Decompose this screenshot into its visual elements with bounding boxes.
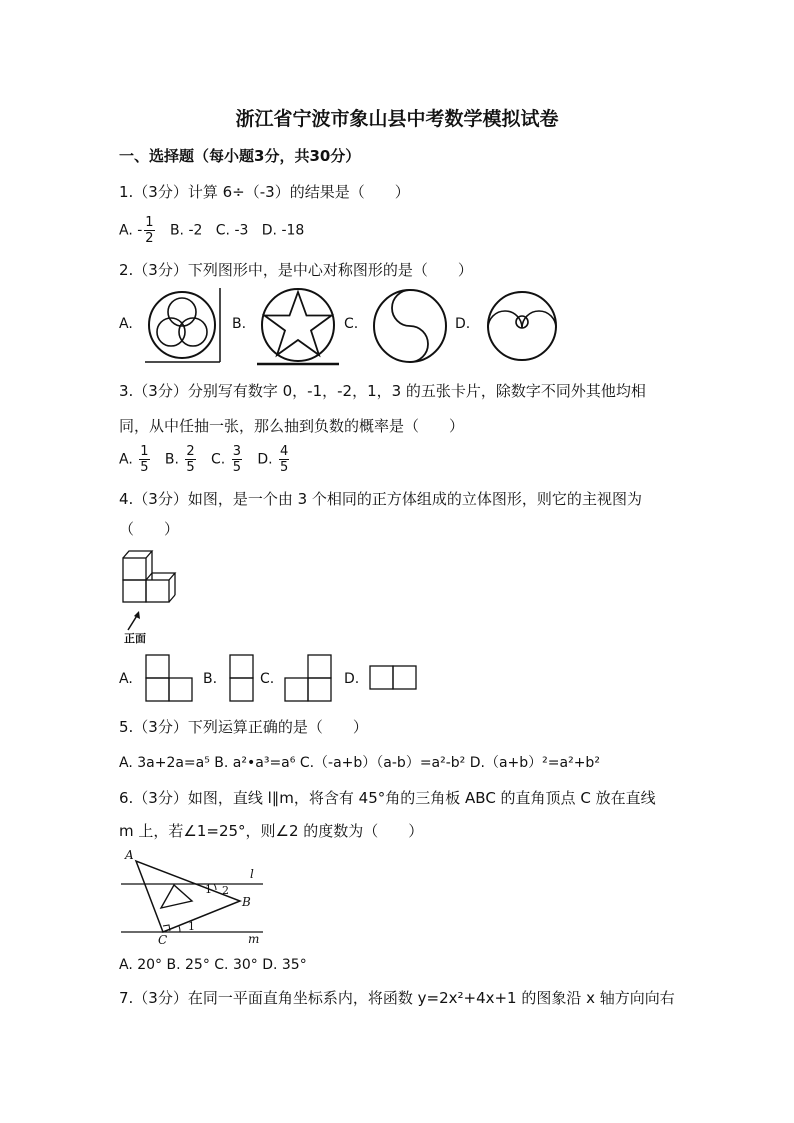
fraction-numerator: 1 [145, 215, 154, 230]
fraction-numerator: 1 [140, 444, 149, 459]
q4-option-c-label: C. [260, 671, 275, 687]
question-7-stem: 7.（3分）在同一平面直角坐标系内，将函数 y=2x²+4x+1 的图象沿 x 轴方向向右 [119, 989, 675, 1007]
q2-option-a-label: A. [119, 316, 133, 332]
q2-figure-a-three-petal-circle [143, 288, 223, 364]
fraction-denominator: 5 [140, 460, 149, 475]
q1-option-b: B. -2 [169, 222, 203, 239]
q6-label-angle-1: 1 [188, 920, 195, 933]
q2-option-d-label: D. [455, 316, 471, 332]
q2-figure-b-star-circle [255, 287, 341, 367]
q3-option-d-label: D. [257, 451, 273, 468]
q6-figure-triangle-parallel-lines [118, 846, 268, 948]
q4-option-c-view [284, 654, 334, 702]
q6-label-angle-2: 2 [222, 884, 229, 897]
q3-option-c-label: C. [211, 451, 226, 468]
q4-option-a-label: A. [119, 671, 133, 687]
q4-option-b-label: B. [203, 671, 218, 687]
question-6-stem-line1: 6.（3分）如图，直线 l∥m，将含有 45°角的三角板 ABC 的直角顶点 C 放在直线 [119, 789, 656, 807]
q4-option-d-label: D. [344, 671, 360, 687]
question-3-stem-line1: 3.（3分）分别写有数字 0，-1，-2，1，3 的五张卡片，除数字不同外其他均相 [119, 382, 646, 400]
q1-option-a-sign: - [137, 222, 143, 239]
q4-option-a-view [145, 654, 195, 702]
fraction-numerator: 4 [280, 444, 289, 459]
q6-label-angle-1-upper: 1 [205, 883, 212, 896]
q3-option-d-fraction [279, 445, 289, 474]
q4-front-label: 正面 [124, 632, 146, 645]
q3-option-b-label: B. [164, 451, 179, 468]
question-1-options [119, 216, 304, 245]
q4-option-b-view [229, 654, 255, 702]
fraction-numerator: 2 [186, 444, 195, 459]
q2-figure-d-circle-arcs [485, 290, 559, 362]
q2-figure-c-yin-yang [372, 288, 448, 364]
section-heading: 一、选择题（每小题3分，共30分） [119, 147, 361, 165]
question-5-stem: 5.（3分）下列运算正确的是（ ） [119, 718, 368, 736]
page-title: 浙江省宁波市象山县中考数学模拟试卷 [235, 108, 559, 130]
q3-option-a-fraction [139, 445, 149, 474]
fraction-denominator: 2 [145, 231, 154, 246]
question-3-stem-line2: 同，从中任抽一张，那么抽到负数的概率是（ ） [119, 417, 465, 435]
question-4-stem-line2: （ ） [119, 520, 180, 538]
q1-option-c: C. -3 [215, 222, 249, 239]
q6-label-b: B [242, 895, 251, 909]
fraction-numerator: 3 [232, 444, 241, 459]
question-6-options: A. 20° B. 25° C. 30° D. 35° [119, 957, 307, 973]
q6-label-c: C [158, 933, 168, 947]
question-6-stem-line2: m 上，若∠1=25°，则∠2 的度数为（ ） [119, 822, 424, 840]
question-5-options: A. 3a+2a=a⁵ B. a²•a³=a⁶ C.（-a+b）（a-b）=a²-b² D.（a+b）²=a²+b² [119, 755, 600, 771]
q3-option-c-fraction [232, 445, 242, 474]
q6-label-m: m [248, 932, 260, 946]
fraction-denominator: 5 [186, 460, 195, 475]
question-3-options [119, 445, 291, 474]
q6-label-l: l [250, 867, 254, 881]
fraction-denominator: 5 [280, 460, 289, 475]
q2-option-c-label: C. [344, 316, 359, 332]
q1-option-a-label: A. [119, 222, 133, 239]
q3-option-b-fraction [185, 445, 195, 474]
q3-option-a-label: A. [119, 451, 133, 468]
question-1-stem: 1.（3分）计算 6÷（-3）的结果是（ ） [119, 183, 410, 201]
q2-option-b-label: B. [232, 316, 247, 332]
question-2-stem: 2.（3分）下列图形中，是中心对称图形的是（ ） [119, 261, 473, 279]
q4-option-d-view [369, 665, 419, 691]
fraction-denominator: 5 [232, 460, 241, 475]
q1-option-d: D. -18 [261, 222, 305, 239]
question-4-stem-line1: 4.（3分）如图，是一个由 3 个相同的正方体组成的立体图形，则它的主视图为 [119, 490, 642, 508]
q1-option-a-fraction [144, 216, 154, 245]
q6-label-a: A [125, 848, 134, 862]
